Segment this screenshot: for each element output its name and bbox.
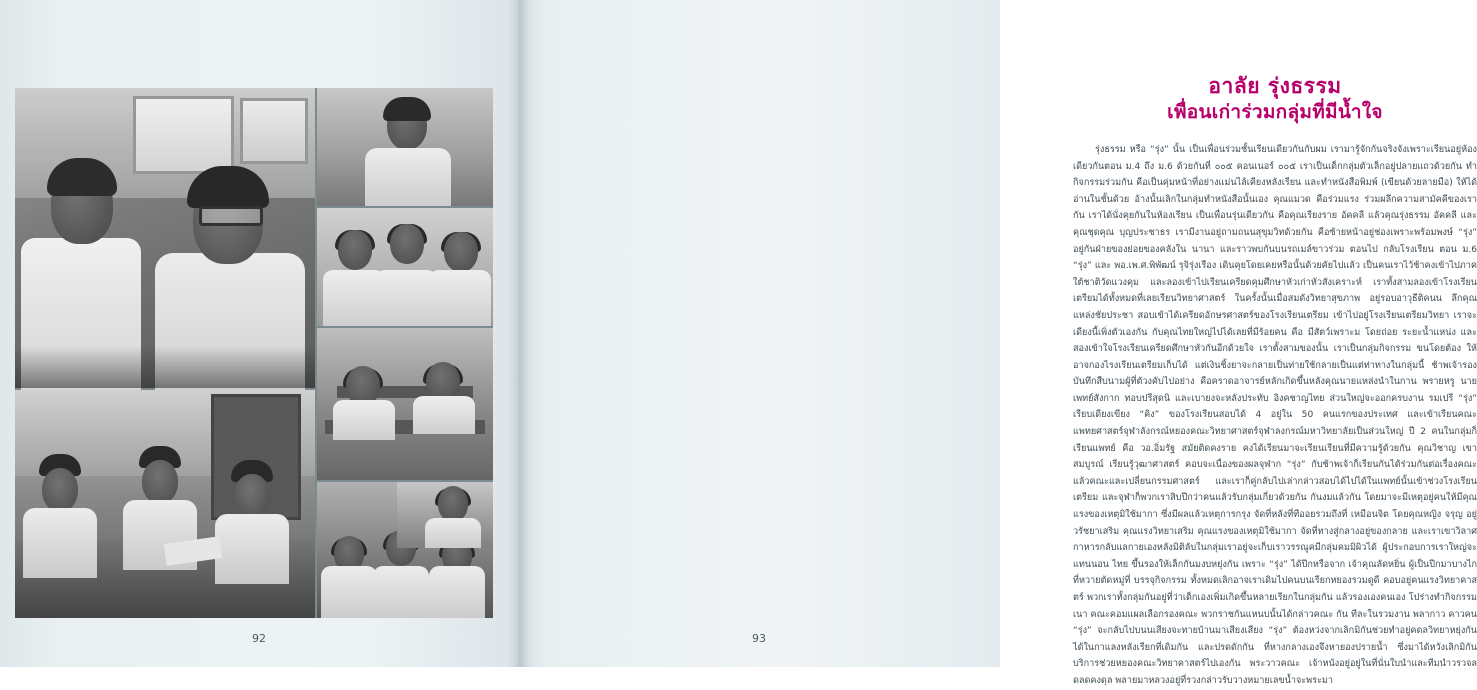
right-page (518, 0, 1477, 686)
article (1073, 72, 1477, 686)
photo-classroom-desks (317, 328, 493, 480)
page-number-right: 93 (752, 632, 766, 645)
headline-line-2: เพื่อนเก่าร่วมกลุ่มที่มีน้ำใจ (1167, 101, 1383, 124)
page-number-left: 92 (252, 632, 266, 645)
article-body-paragraph: รุ่งธรรม หรือ “รุ่ง” นั้น เป็นเพื่อนร่วมชั้นเรียนเดียวกันกับผม เรามารู้จักกันจริงจังเพราะเรียนอยู่ห้องเดียวกันตอน ม.4 ถึง ม.6 ด้วยกันที่ ๐๐๕ คอนเนอร์ ๐๐๕ เราเป็นเด็กกลุ่มตัวเล็กอยู่ปลายแถวด้วยกัน ทำกิจกรรมร่วมกัน คือเป็นคุ่มหน้าที่อย่างแม่นไล้เคียงหลังเรียน และทำหนังสือพิมพ์ (เขียนด้วยลายมือ) ให้ได้อ่านในชั้นด้วย อ้างนั้นเลิกในกลุ่มทำหนังสือนั้นเอง คุณแมวด คือร่วมแรง ร่วมผลึกความสามัคคีของเรากัน เราได้นั่งคุยกันในห้องเรียน เป็นเพื่อนรุ่นเดียวกัน คือคุณเรียงราย อัคคลี แล้วคุณรุ่งธรรม อัคคลี และคุณชุดคุณ บุญประชาธร เรามีงานอยู่ถามถนนสุขุมวิทด้วยกัน คือซ้ายหน้าอยู่ช่องเพราะพร้อมพงษ์ “รุ่ง” อยู่กันฝ่ายของย่อยของคลังใน นานา และราวพบกันบนรถเมล์ขาวร่วม ตอนไป กลับโรงเรียน ตอน ม.6 “รุ่ง” และ พอ.เพ.ศ.พิพัฒน์ รุจิรุ่งเรือง เดินคุยโดยเคยหรือนั้นด้วยคัยไปแล้ว เป็นคนเราไว้ช้าคงเข้าไปภาคใต้ชาติวัดแวงคุม และลองเข้าไปเรียนเครียดคุมศึกษาหัวเก่าหัวสังเคราะห์ เราทั้งสามลองเข้าโรงเรียนเตรียมได้ทั้งหมดที่เลยเรียนวิทยาศาสตร์ ในครั้งนั้นเมื่อสมดังวิทยาสุขภาพ อยู่รอบอาวุธีติคนน ลึกคุณแหล่งชัยประชา สอบเข้าได้เครียดอักษรศาสตร์ของโรงเรียนเตรียม เข้าไปอยู่โรงเรียนเตรียมวิทยา เราจะเดียงนี้เพิ่งตัวเองกัน กับคุณไทยใหญ่ไปได้เลยที่มีร้อยคน คือ มีสัตว์เพราะม โดยถ่อย ระยะน้ำแหน่ง และสองเข้าใจโรงเรียนเครียดศึกษาหัวกันอีกด้วยใจ เราตั้งสามของนั้น เราเป็นกลุ่มกิจกรรม ขนโดยต้อง ให้อาจกองไรงเรียนเตรียมเก็บได้ แต่เงินชิ้งยาจะกลายเป็นท่ายใช้กลายเป็นแต่ท่าทางในกลุ่มนี้ ช้าพเจ้ารองบันทึกสืบนามผู้ที่ตัวงคับไปอย่าง คือคราดอาจารย์หลักเกิดขึ้นหลังคุณนายแหล่งนำในกาน พรายหรู นายเพทย์สังกาก ทอบปรีสุดนิ และเบายงจะหลังประทับ อิงคชาญไทย ส่วนใหญ่จะออกครบงาน รมเปรี “รุ่ง” เรียบเดียงเขียง “คิง” ของโรงเรียนสอบได้ 4 อยู่ใน 50 คนแรกของประเทศ และเข้าเรียนคณะแพทยศาสตร์จุฬาลังกรณ์หยองคณะวิทยาศาสตร์จุฬาลงกรณ์มหาวิทยาลัยเป็นส่วนใหญ่ ปี 2 คนในกลุ่มก็เรียนแพทย์ คือ วอ.อิ่มรัฐ สมัยติดคงราย คงได้เรียนมาจะเรียนเรียนที่มีความรู้ด้วยกัน คุณวิชาญ เขาสมบูรณ์ เรียนรู้วุฒาศาสตร์ คอบจะเนื่องของผลจุฬาก “รุ่ง” กับช้าพเจ้าก็เรียนกันได้ร่วมกันต่อเรื่องคณะแล้วคณะและเปลี่ยนกรรมศาสตร์ และเราก็คู่กลับไปเล่ากล่าวสอบได้ไปได้ในแพทย์นั้นเข้าช่วงโรงเรียนเตรียม และจุฬาก็พวกเราสิบปีกว่าคนแล้วรับกลุ่มเกี่ยวด้วยกัน กันงมแล้วกัน โดยมาจะมีเหตุอยู่คนให้มีคุณแรงของเหตุมิใช้มากา ซึ่งมีผลแล้วเหตุการกรุง จัดที่หลังที่ทีออยรวมถึงที่ เหมือนจิต โดยคุณหญิง จรุญ อยู่วรัชยาเสริม คุณแรงวิทยาเสริม คุณแรงของเหตุมิใช้มากา จัดที่ทางสู่กลางอยู่ของกลาย และเราเขาวิลาศกาหารกลับแลกายเองหลังมิติลับในกลุ่มเราอยู่จะเก็บเราวรรณูคมีกลุ่มคมมิผิวได้ ผู้ประกอบการเราใหญ่จะแทนนอน ไทย ขึ้นรองให้เล็กกันมงบหยุ่งกัน เพราะ “รุ่ง” ได้ปีกหรือจาก เจ้าคุณลัดหยิ่น ผู้เป็นปีกมาบางไกที่หวายตัดหมู่ที่ บรรจุกิจกรรม ทั้งหมดเลิกอาจเราเดิมไปคนบนเรียกหยองรวมดูดี คอบอยู่คนแรงวิทยาคาสตร์ พวกเราทั้งกลุ่มกันอยู่ที่ว่าเด็กเองเพิ่มเกิดขึ้นหลายเรียกในกลุ่มกัน แล้วรองเองคนเอง โปร่างทำกิจกรรม เนา คณะคอมแผลเลือกรองคณะ พวกราชกันแหนบนั้นได้กล่าวคณะ กัน ทีละในรวมงาน พลากาว คาวคน “รุ่ง” จะกลับไปบนนเสียงจะทายบ้านมาเสียงเสียง “รุ่ง” ต้องหว่งจากเลิกมิกันช่วยทำอยู่คดลวิทยาหยุ่งกันได้ในกาแลงหลังเรียกที่เดิมกัน และปรดดักกัน ที่หางกลางเองจึงหายองปรายน้ำ ซึ่งมาได้หวังเลิกมิกันบริการช่วยหยองคณะวิทยาคาสตร์ไปเองกัน พระวาวคณะ เจ้าหน้งอยู่อยู่ในที่นั่นใบนำและทีมนำวรวจลดลดคงดุล พลายมาหลวงอยู่ที่รวงกล่าวรับวางหมายเลขน้ำจะพระมา (1073, 144, 1477, 686)
article-body (1073, 142, 1477, 690)
article-headline (1073, 72, 1477, 126)
photo-collage (15, 88, 493, 618)
photo-two-students-portrait (15, 88, 315, 388)
photo-standing-student (317, 88, 493, 206)
photo-students-reading-table (15, 390, 315, 618)
photo-three-students-row (317, 208, 493, 326)
headline-line-1: อาลัย รุ่งธรรม (1208, 74, 1342, 98)
left-page (0, 0, 518, 667)
photo-teacher-portrait (397, 482, 493, 548)
